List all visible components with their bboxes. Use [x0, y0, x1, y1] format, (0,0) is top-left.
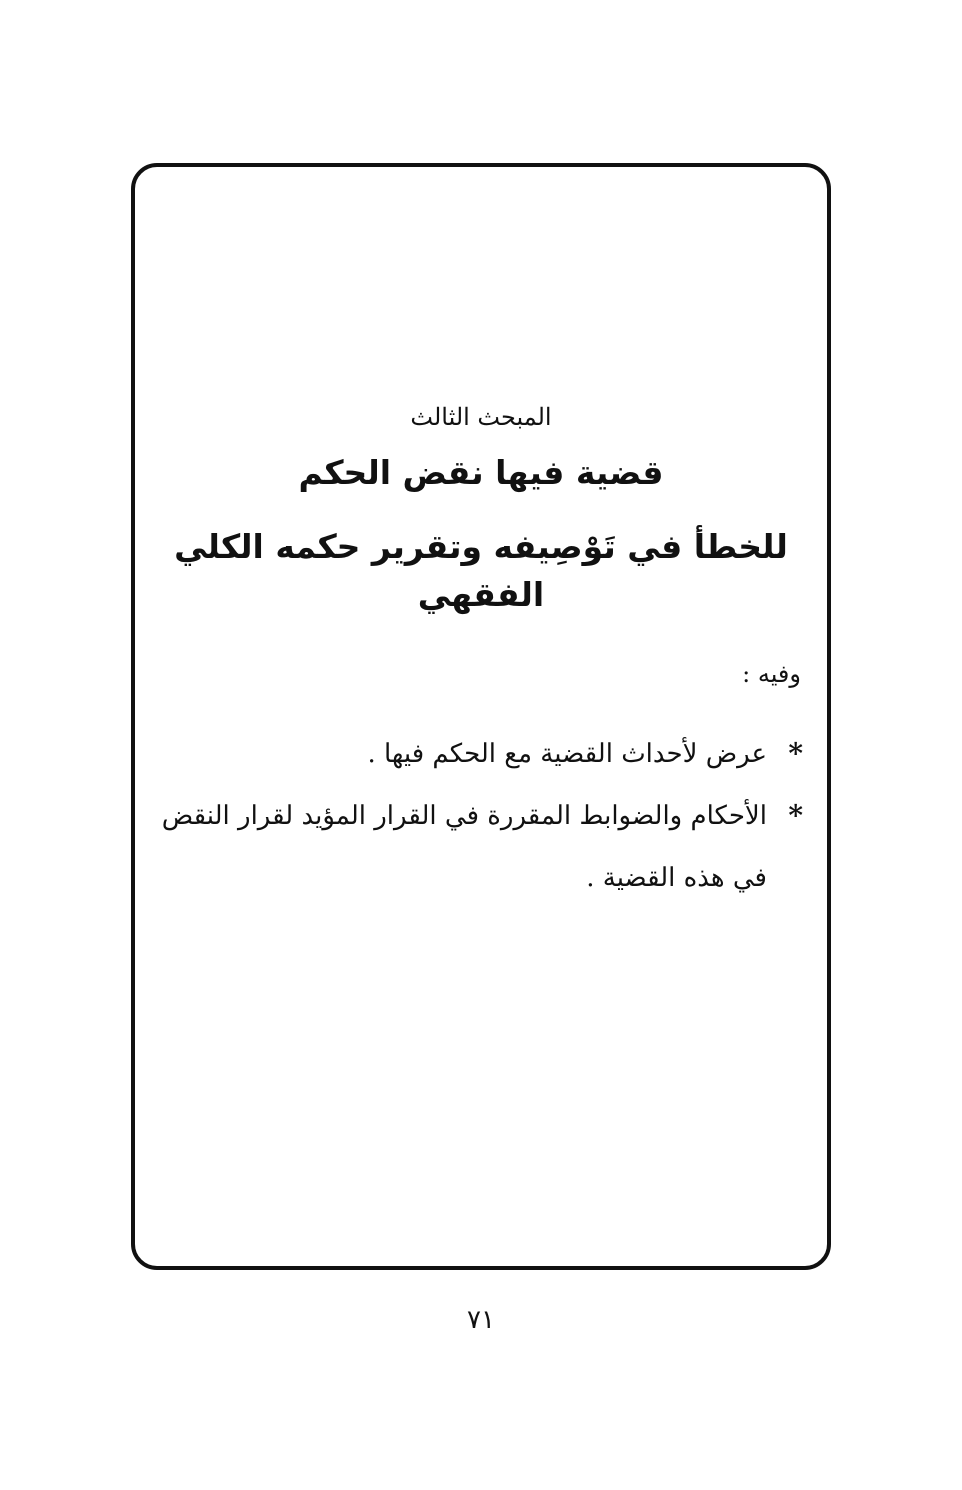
intro-text: وفيه :	[742, 660, 801, 688]
bullet-marker: *	[788, 799, 803, 832]
list-item	[151, 723, 803, 785]
list-item-text: الأحكام والضوابط المقررة في القرار المؤيد لقرار النقض في هذه القضية .	[161, 801, 767, 893]
page-number: ٧١	[467, 1305, 495, 1335]
list-item-text: عرض لأحداث القضية مع الحكم فيها .	[367, 739, 767, 769]
page-content	[131, 163, 831, 1270]
section-title-line-1: قضية فيها نقض الحكم	[298, 453, 664, 492]
contents-list	[151, 723, 803, 909]
section-label: المبحث الثالث	[410, 403, 552, 431]
section-title-line-2: للخطأ في تَوْصِيفه وتقرير حكمه الكلي الفقهي	[174, 527, 788, 614]
list-item	[151, 785, 803, 909]
bullet-marker: *	[788, 737, 803, 770]
